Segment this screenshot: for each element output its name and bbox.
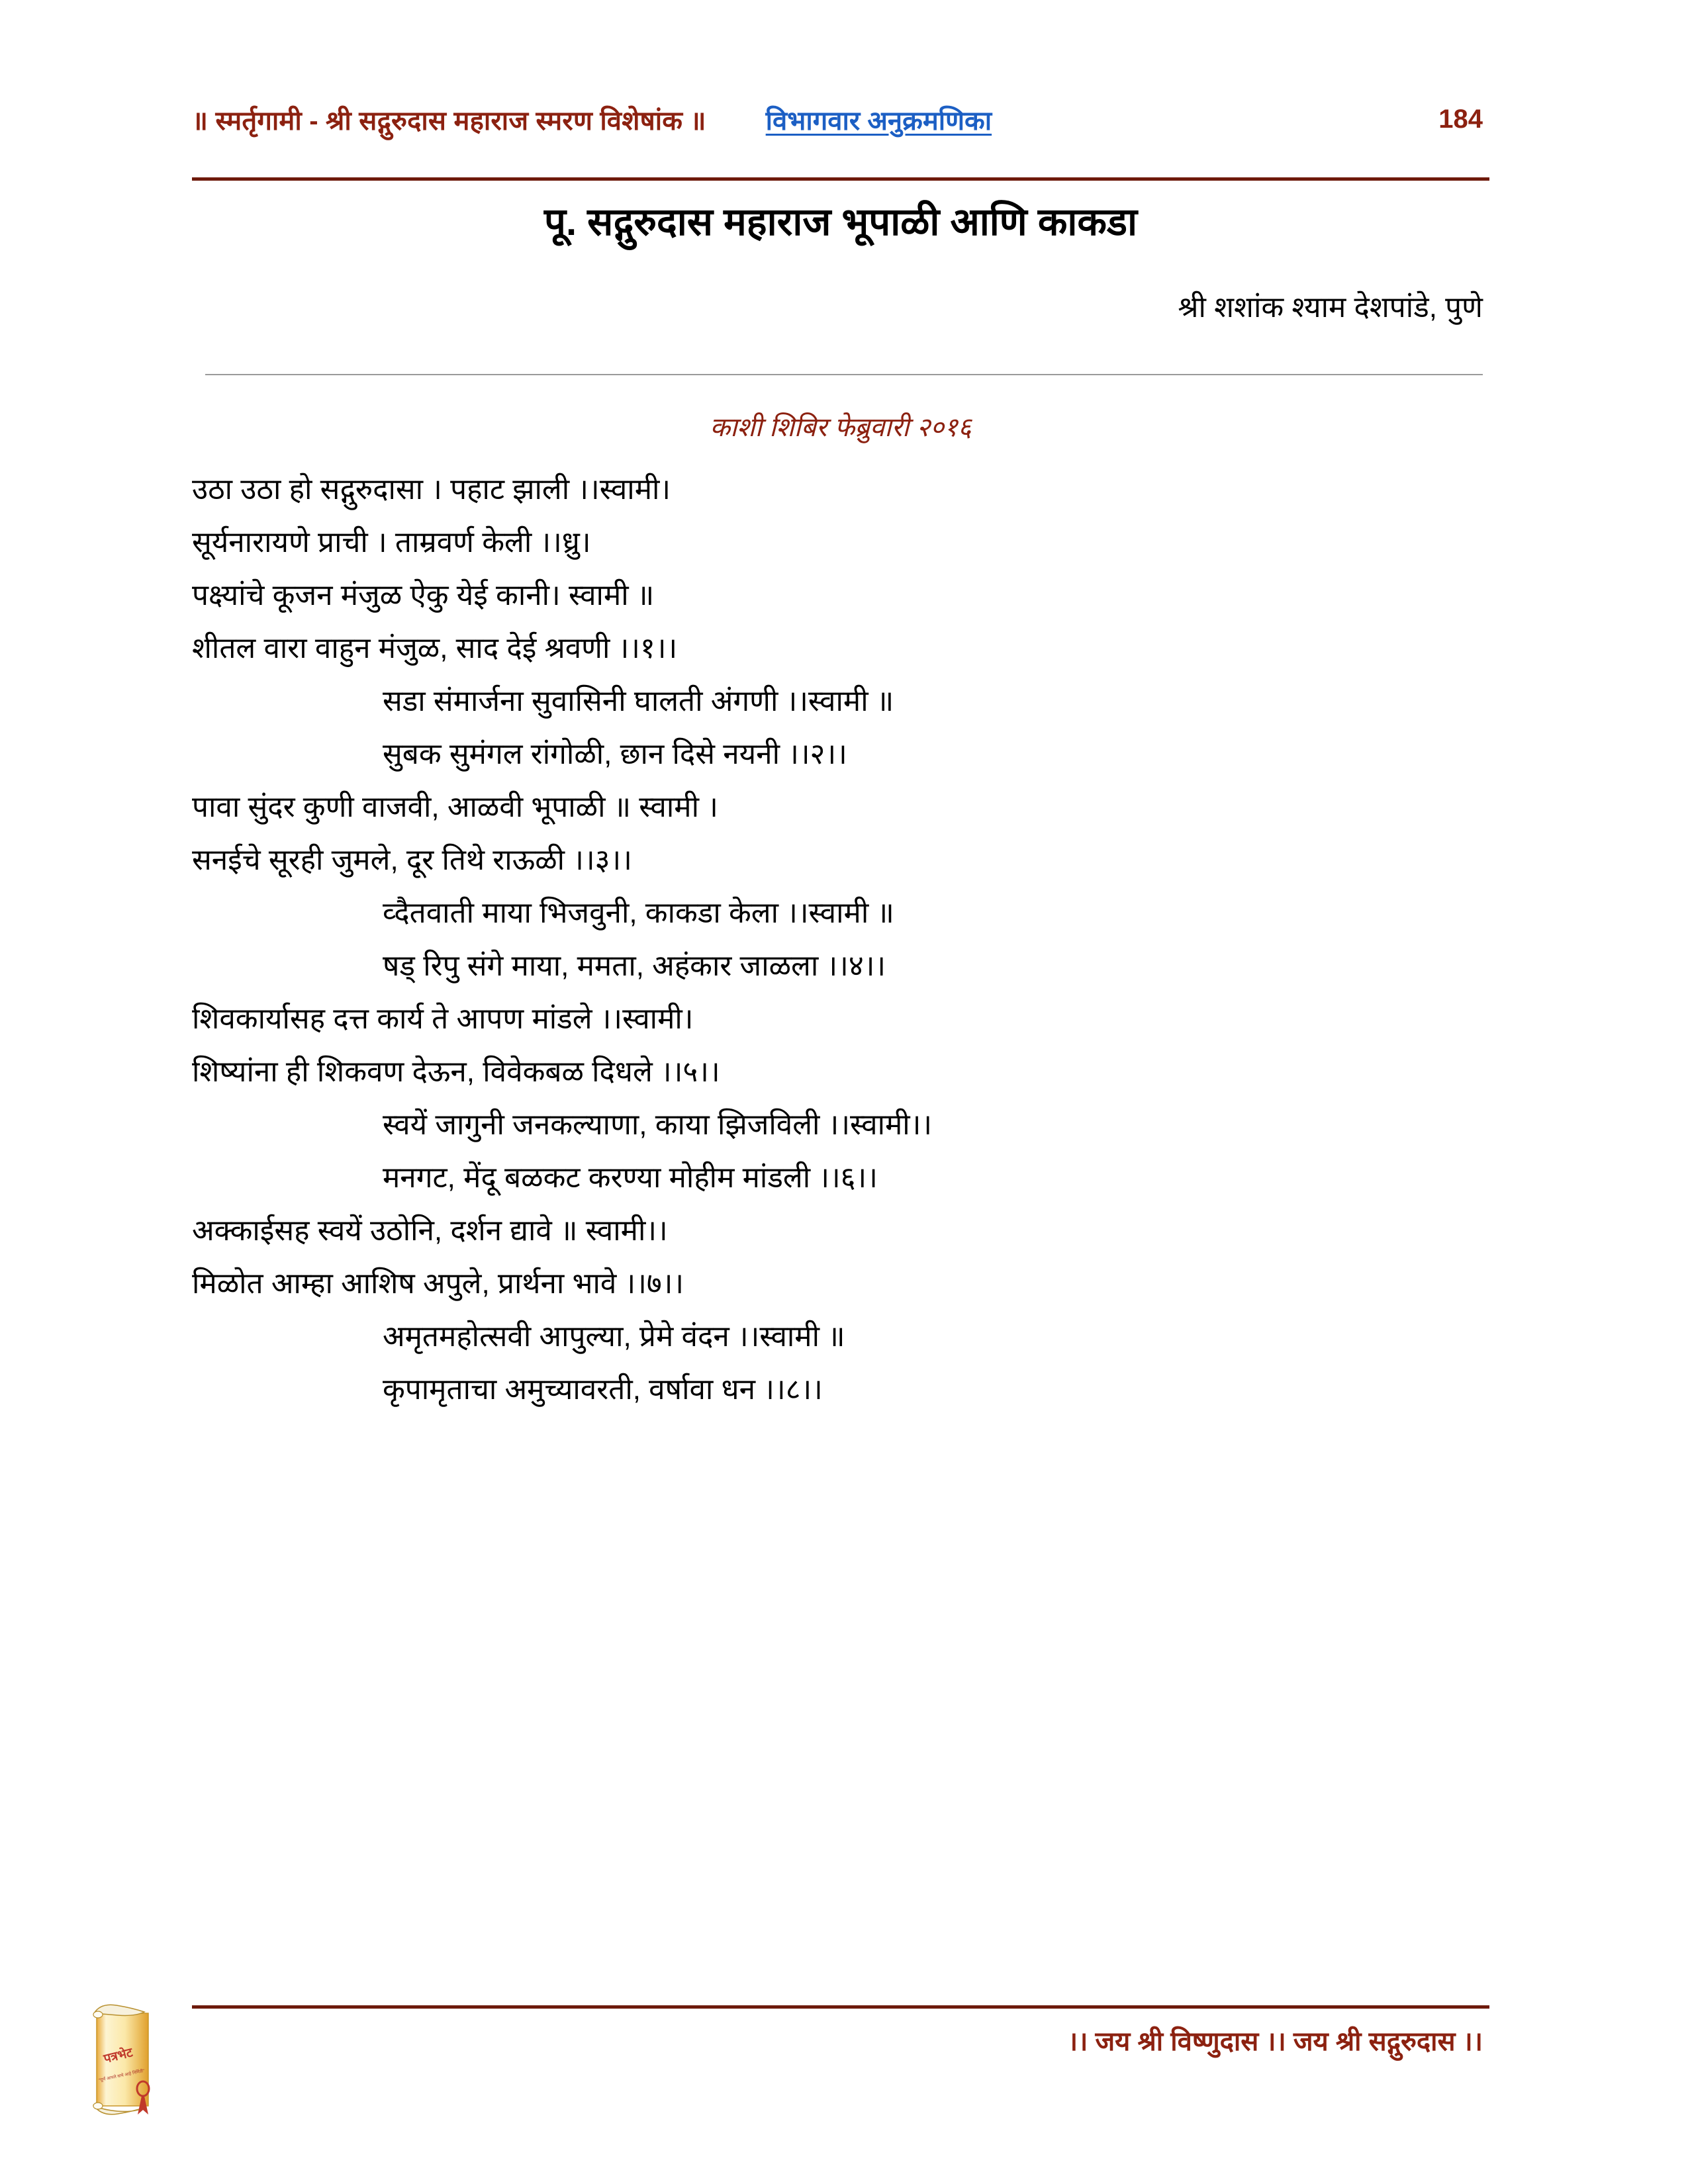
verse-line: शिवकार्यासह दत्त कार्य ते आपण मांडले ।।स्वामी। <box>192 1003 694 1035</box>
verse-line: षड् रिपु संगे माया, ममता, अहंकार जाळला ।।४।। <box>383 950 886 982</box>
page-header <box>192 93 1489 146</box>
title-divider <box>205 374 1483 375</box>
page-number: 184 <box>1438 104 1483 134</box>
issue-title: ॥ स्मर्तृगामी - श्री सद्गुरुदास महाराज स्मरण विशेषांक ॥ <box>192 106 706 136</box>
verse-line: कृपामृताचा अमुच्यावरती, वर्षावा धन ।।८।। <box>383 1373 823 1406</box>
article-title: पू. सद्गुरुदास महाराज भूपाळी आणि काकडा <box>544 201 1137 244</box>
footer-divider <box>192 2005 1489 2009</box>
article-subtitle: काशी शिबिर फेब्रुवारी २०१६ <box>710 413 972 442</box>
index-link[interactable]: विभागवार अनुक्रमणिका <box>765 106 992 136</box>
verse-list <box>192 463 1489 1416</box>
verse-line: सडा संमार्जना सुवासिनी घालती अंगणी ।।स्वामी ॥ <box>383 685 894 717</box>
verse-line: पावा सुंदर कुणी वाजवी, आळवी भूपाळी ॥ स्वामी । <box>192 791 718 823</box>
patrabhet-scroll-logo <box>85 1999 171 2124</box>
verse-line: सनईचे सूरही जुमले, दूर तिथे राऊळी ।।३।। <box>192 844 632 876</box>
verse-line: मिळोत आम्हा आशिष अपुले, प्रार्थना भावे ।।७।। <box>192 1267 684 1300</box>
logo-tagline-text: "पूर्ण आपले वाचे आहे निर्मिती" <box>98 2068 146 2083</box>
footer-blessing: ।। जय श्री विष्णुदास ।। जय श्री सद्गुरुदास ।। <box>1068 2027 1483 2056</box>
verse-line: स्वयें जागुनी जनकल्याणा, काया झिजविली ।।स्वामी।। <box>383 1109 933 1141</box>
verse-line: शीतल वारा वाहुन मंजुळ, साद देई श्रवणी ।।१।। <box>192 632 678 664</box>
verse-line: सुबक सुमंगल रांगोळी, छान दिसे नयनी ।।२।। <box>383 738 847 770</box>
logo-brand-text: पत्रभेट <box>102 2046 134 2067</box>
verse-line: शिष्यांना ही शिकवण देऊन, विवेकबळ दिधले ।।५।। <box>192 1056 720 1088</box>
verse-line: अमृतमहोत्सवी आपुल्या, प्रेमे वंदन ।।स्वामी ॥ <box>383 1320 845 1353</box>
verse-line: सूर्यनारायणे प्राची । ताम्रवर्ण केली ।।ध्रु। <box>192 526 591 559</box>
header-divider <box>192 177 1489 181</box>
verse-line: मनगट, मेंदू बळकट करण्या मोहीम मांडली ।।६।। <box>383 1161 878 1194</box>
verse-line: पक्ष्यांचे कूजन मंजुळ ऐकु येई कानी। स्वामी ॥ <box>192 579 655 612</box>
verse-line: व्दैतवाती माया भिजवुनी, काकडा केला ।।स्वामी ॥ <box>383 897 894 929</box>
article-author: श्री शशांक श्याम देशपांडे, पुणे <box>1178 291 1483 324</box>
verse-line: उठा उठा हो सद्गुरुदासा । पहाट झाली ।।स्वामी। <box>192 473 671 506</box>
verse-line: अक्काईसह स्वयें उठोनि, दर्शन द्यावे ॥ स्वामी।। <box>192 1214 668 1247</box>
